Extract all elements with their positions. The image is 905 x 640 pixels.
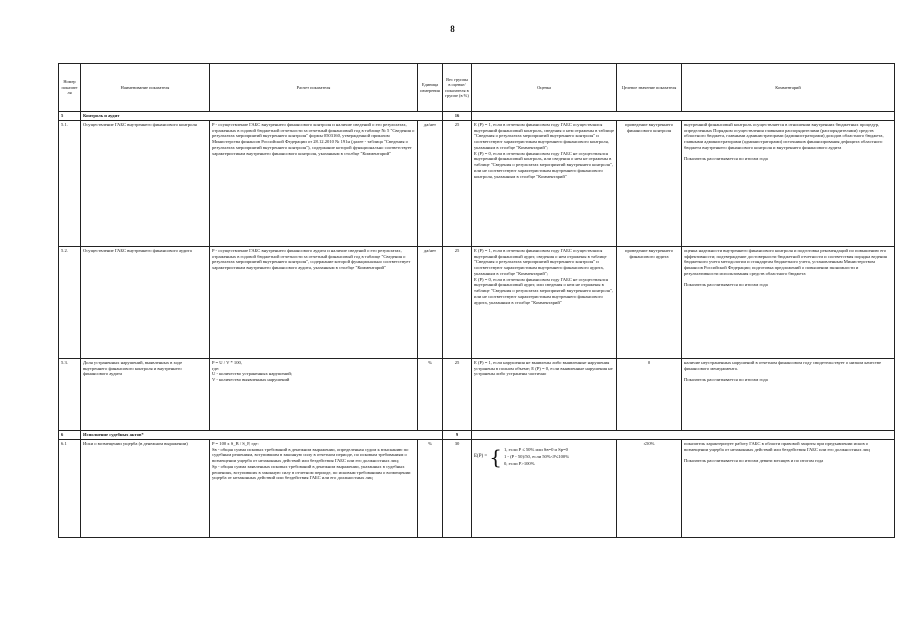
header-eval: Оценка [472, 64, 617, 112]
row-name: Доля устраненных нарушений, выявленных в ходе внутреннего финансового контроля и внутреннего финансового аудита [81, 359, 210, 431]
row-target: ≤50% [617, 440, 682, 538]
row-weight: 25 [443, 121, 472, 247]
formula-case: 1, если P ≤ 50% или Sв=0 и Sр=0 [503, 447, 568, 452]
row-num: 6.1 [59, 440, 81, 538]
section-title: Исполнение судебных актов* [81, 431, 443, 440]
header-num: Номер показателя [59, 64, 81, 112]
row-calc: P = 100 x S_B / S_P, где: Sв - общая сумма исковых требований в денежном выражении, определенная судом к взысканию по судебным решениям, вступившим в законную силу в отчетном периоде, по исковым требованиям о возмещении ущерба от незаконных действий или бездействия ГАБС или его должностных лиц; Sр - общая сумма заявленных исковых требований в денежном выражении, указанных в судебных решениях, вступивших в законную силу в отчетном периоде, по исковым требованиям о возмещении ущерба от незаконных действий или бездействия ГАБС или его должностных лиц [210, 440, 418, 538]
header-calc: Расчет показателя [210, 64, 418, 112]
section-filler [472, 431, 895, 440]
row-name: Осуществление ГАБС внутреннего финансового аудита [81, 247, 210, 359]
row-comment: наличие неустраненных нарушений в отчетном финансовом году свидетельствует о низком качестве финансового менеджмента. Показатель рассчитывается по итогам года [682, 359, 895, 431]
header-unit: Единица измерения [418, 64, 443, 112]
row-num: 5.2. [59, 247, 81, 359]
formula-lhs: E(P) = [474, 454, 488, 460]
row-target: 0 [617, 359, 682, 431]
table-header-row [59, 64, 895, 112]
formula-case: 0, если P>100% [503, 460, 535, 466]
table-row [59, 121, 895, 247]
table-row [59, 440, 895, 538]
section-title: Контроль и аудит [81, 112, 443, 121]
page-number: 8 [450, 24, 455, 34]
row-eval: E (P) = 1, если в отчетном финансовом году ГАБС осуществлялся внутренний финансовый аудит, сведения о нем отражены в таблице "Сведения о результатах мероприятий внутреннего контроля" и соответствуют характеристикам внутреннего финансового аудита, указанным в столбце "Комментарий"; E (P) = 0, если в отчетном финансовом году ГАБС не осуществлялся внутренний финансовый аудит, или сведения о нем не отражены в таблице "Сведения о результатах мероприятий внутреннего контроля", или не соответствуют характеристикам внутреннего финансового аудита, указанным в столбце "Комментарий" [472, 247, 617, 359]
table-row [59, 247, 895, 359]
row-weight: 25 [443, 359, 472, 431]
row-name: Осуществление ГАБС внутреннего финансового контроля [81, 121, 210, 247]
row-eval [472, 440, 617, 538]
header-comment: Комментарий [682, 64, 895, 112]
row-num: 5.3. [59, 359, 81, 431]
row-unit: да/нет [418, 121, 443, 247]
row-unit: % [418, 440, 443, 538]
formula-case: 1 - (P - 50)/50, если 50%<P≤100% [503, 453, 570, 459]
row-eval: E (P) = 1, если в отчетном финансовом году ГАБС осуществлялся внутренний финансовый контроль, сведения о нем отражены в таблице "Сведения о результатах мероприятий внутреннего контроля" и соответствуют характеристикам внутреннего финансового контроля, указанным в столбце "Комментарий"; E (P) = 0, если в отчетном финансовом году ГАБС не осуществлялся внутренний финансовый контроль, или сведения о нем не отражены в таблице "Сведения о результатах мероприятий внутреннего контроля", или не соответствуют характеристикам внутреннего финансового контроля, указанным в столбце "Комментарий" [472, 121, 617, 247]
row-comment: оценка надежности внутреннего финансового контроля и подготовка рекомендаций по повышению его эффективности; подтверждение достоверности бюджетной отчетности и соответствия порядка ведения бюджетного учета методологии и стандартам бюджетного учета, установленным Министерством финансов Российской Федерации; подготовка предложений о повышении экономности и результативности использования средств областного бюджета Показатель рассчитывается по итогам года [682, 247, 895, 359]
header-weight: Вес группы в оценке/ показателя в группе (в %) [443, 64, 472, 112]
section-num: 5 [59, 112, 81, 121]
section-filler [472, 112, 895, 121]
curly-brace-icon: { [489, 445, 502, 470]
row-eval: E (P) = 1, если нарушения не выявлены либо выявленные нарушения устранены в полном объеме; E (P) = 0, если выявленные нарушения не устранены либо устранены частично [472, 359, 617, 431]
section-weight: 9 [443, 431, 472, 440]
row-weight: 30 [443, 440, 472, 538]
table-row [59, 359, 895, 431]
row-name: Иски о возмещении ущерба (в денежном выражении) [81, 440, 210, 538]
row-unit: % [418, 359, 443, 431]
row-target: проведение внутреннего финансового аудита [617, 247, 682, 359]
row-target: проведение внутреннего финансового контроля [617, 121, 682, 247]
row-num: 5.1. [59, 121, 81, 247]
section-row [59, 112, 895, 121]
section-row [59, 431, 895, 440]
eval-formula [474, 441, 614, 468]
header-target: Целевое значение показателя [617, 64, 682, 112]
row-comment: внутренний финансовый контроль осуществляется в отношении внутренних бюджетных процедур, определенных Порядком осуществления главными распорядителями (распорядителями) средств областного бюджета, главными администраторами (администраторами) доходов областного бюджета, главными администраторами (администраторами) источников финансирования дефицита областного бюджета внутреннего финансового контроля и внутреннего финансового аудита Показатель рассчитывается по итогам года [682, 121, 895, 247]
indicators-table [58, 63, 895, 538]
formula-cases [504, 447, 569, 468]
section-num: 6 [59, 431, 81, 440]
row-calc: P - осуществление ГАБС внутреннего финансового аудита и наличие сведений о его результатах, отраженных в годовой бюджетной отчетности за отчетный финансовый год в таблице "Сведения о результатах мероприятий внутреннего контроля", содержание которой функционально соответствует характеристикам внутреннего финансового аудита, указанным в столбце "Комментарий" [210, 247, 418, 359]
header-name: Наименование показателя [81, 64, 210, 112]
row-calc: P = U / V * 100, где: U - количество устраненных нарушений; V - количество выявленных нарушений [210, 359, 418, 431]
row-unit: да/нет [418, 247, 443, 359]
row-comment: показатель характеризует работу ГАБС в области правовой защиты при предъявлении исков о возмещении ущерба от незаконных действий или бездействия ГАБС или его должностных лиц Показатель рассчитывается по итогам девяти месяцев и по итогам года [682, 440, 895, 538]
row-weight: 25 [443, 247, 472, 359]
section-weight: 16 [443, 112, 472, 121]
row-calc: P - осуществление ГАБС внутреннего финансового контроля и наличие сведений о его результатах, отраженных в годовой бюджетной отчетности за отчетный финансовый год в таблице № 5 "Сведения о результатах мероприятий внутреннего контроля" формы 0503160, утвержденной приказом Министерства финансов Российской Федерации от 28.12.2010 № 191н (далее - таблица "Сведения о результатах мероприятий внутреннего контроля"), содержание которой функционально соответствует характеристикам внутреннего финансового контроля, указанным в столбце "Комментарий" [210, 121, 418, 247]
